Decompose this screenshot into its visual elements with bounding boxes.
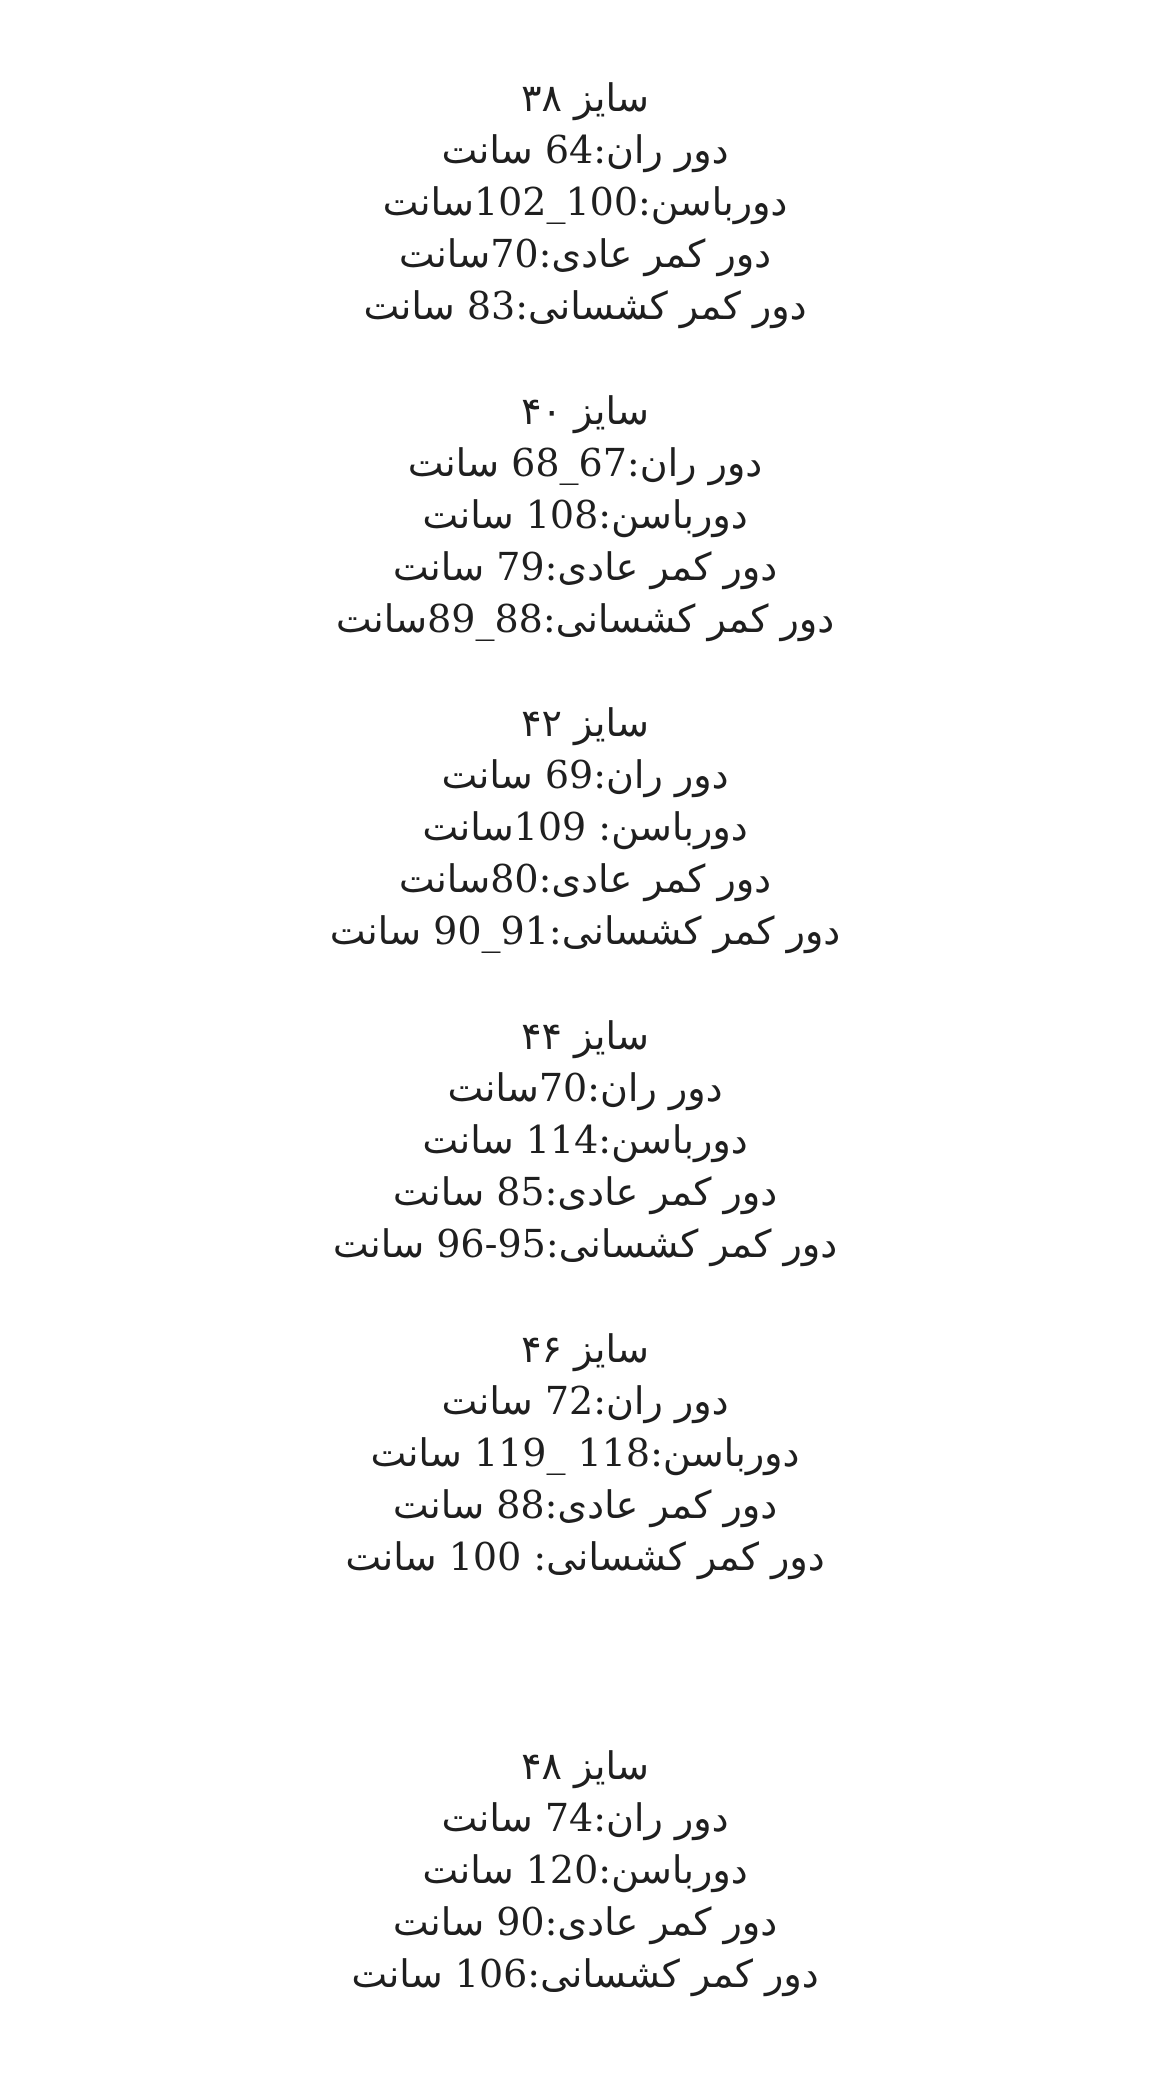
size-48-block [0,1740,1170,2000]
elastic-waist-measurement: دور کمر کشسانی:88_89سانت [335,597,835,641]
hip-measurement: دورباسن:118 _119 سانت [370,1431,800,1475]
waist-measurement: دور کمر عادی:80سانت [398,857,772,901]
waist-measurement: دور کمر عادی:88 سانت [392,1483,778,1527]
waist-measurement: دور کمر عادی:85 سانت [392,1170,778,1214]
thigh-measurement: دور ران:72 سانت [441,1379,729,1423]
size-title: سایز ۴۲ [521,701,649,745]
hip-measurement: دورباسن: 109سانت [422,805,748,849]
thigh-measurement: دور ران:69 سانت [441,753,729,797]
elastic-waist-measurement: دور کمر کشسانی: 100 سانت [345,1535,825,1579]
size-title: سایز ۴۶ [521,1327,649,1371]
size-title: سایز ۴۰ [521,389,649,433]
size-title: سایز ۴۸ [521,1744,649,1788]
thigh-measurement: دور ران:64 سانت [441,128,729,172]
hip-measurement: دورباسن:100_102سانت [382,180,788,224]
waist-measurement: دور کمر عادی:79 سانت [392,545,778,589]
size-title: سایز ۴۴ [521,1014,649,1058]
thigh-measurement: دور ران:70سانت [447,1066,723,1110]
elastic-waist-measurement: دور کمر کشسانی:95-96 سانت [332,1222,838,1266]
elastic-waist-measurement: دور کمر کشسانی:106 سانت [351,1952,819,1996]
waist-measurement: دور کمر عادی:90 سانت [392,1900,778,1944]
hip-measurement: دورباسن:114 سانت [422,1118,748,1162]
elastic-waist-measurement: دور کمر کشسانی:83 سانت [363,284,807,328]
waist-measurement: دور کمر عادی:70سانت [398,232,772,276]
size-40-block [0,385,1170,645]
hip-measurement: دورباسن:120 سانت [422,1848,748,1892]
size-38-block [0,72,1170,332]
thigh-measurement: دور ران:74 سانت [441,1796,729,1840]
size-44-block [0,1010,1170,1270]
size-46-block [0,1323,1170,1583]
thigh-measurement: دور ران:67_68 سانت [407,441,763,485]
hip-measurement: دورباسن:108 سانت [422,493,748,537]
size-42-block [0,697,1170,957]
elastic-waist-measurement: دور کمر کشسانی:91_90 سانت [329,909,841,953]
size-title: سایز ۳۸ [521,76,649,120]
